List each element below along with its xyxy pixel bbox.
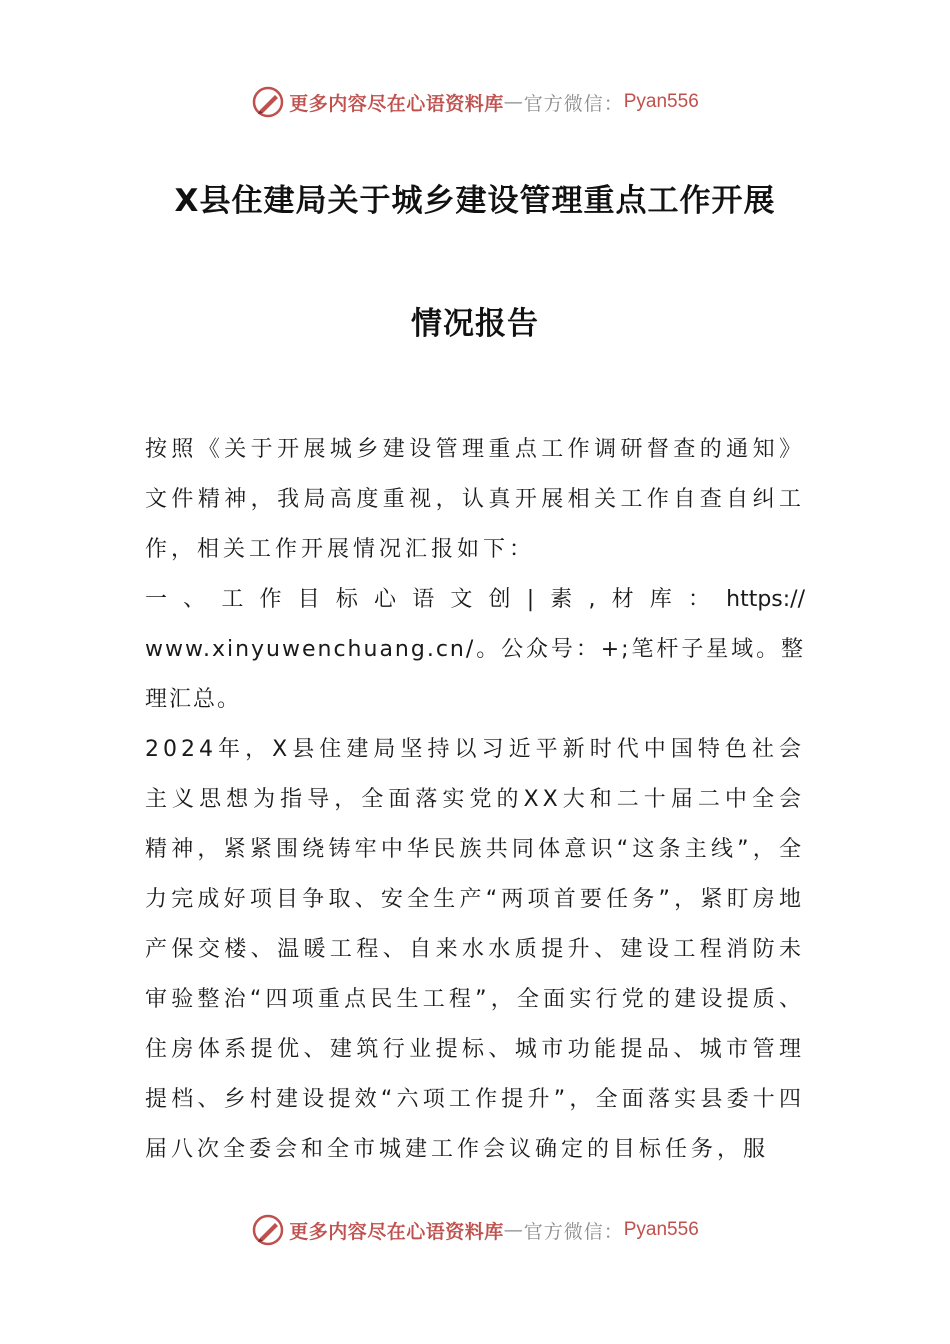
banner-site-text: 更多内容尽在心语资料库 — [289, 1220, 504, 1243]
heading-token: 语 — [412, 587, 435, 612]
heading-token: 、 — [183, 587, 206, 612]
heading-token: 心 — [374, 587, 397, 612]
document-title-line2: 情况报告 — [411, 306, 539, 342]
banner-official-text: 官方微信： — [523, 92, 624, 115]
document-body — [145, 425, 805, 1175]
intro-paragraph: 按照《关于开展城乡建设管理重点工作调研督查的通知》文件精神，我局高度重视，认真开展相关工作自查自纠工作，相关工作开展情况汇报如下： — [145, 437, 805, 562]
heading-token: 创 — [488, 587, 511, 612]
heading-token: | — [526, 587, 535, 612]
heading-token: 文 — [450, 587, 473, 612]
footer-banner — [0, 1210, 950, 1250]
body-paragraph: 2024年，X县住建局坚持以习近平新时代中国特色社会主义思想为指导，全面落实党的XX大和二十届二中全会精神，紧紧围绕铸牢中华民族共同体意识“这条主线”，全力完成好项目争取、安全生产“两项首要任务”，紧盯房地产保交楼、温暖工程、自来水水质提升、建设工程消防未审验整治“四项重点民生工程”，全面实行党的建设提质、住房体系提优、建筑行业提标、城市功能提品、城市管理提档、乡村建设提效“六项工作提升”，全面落实县委十四届八次全委会和全市城建工作会议确定的目标任务，服 — [145, 737, 805, 1162]
banner-site-text: 更多内容尽在心语资料库 — [289, 92, 504, 115]
banner-wechat-id: Pyan556 — [623, 1219, 699, 1240]
heading-url-start: https:// — [726, 587, 805, 612]
heading-token: , — [588, 587, 596, 612]
heading-token: 作 — [259, 587, 282, 612]
section-heading-line — [145, 575, 805, 625]
heading-token: ： — [687, 587, 710, 612]
header-banner — [0, 82, 950, 122]
heading-token: 工 — [221, 587, 244, 612]
banner-wechat-id: Pyan556 — [623, 91, 699, 112]
heading-token: 目 — [297, 587, 320, 612]
heading-token: 材 — [611, 587, 634, 612]
banner-separator: — — [503, 91, 524, 113]
heading-token: 库 — [649, 587, 672, 612]
banner-official-text: 官方微信： — [523, 1220, 624, 1243]
heading-token: 素 — [550, 587, 573, 612]
heading-token: 标 — [335, 587, 358, 612]
pen-logo-icon — [251, 1213, 285, 1247]
heading-token: 一 — [145, 587, 168, 612]
pen-logo-icon — [251, 85, 285, 119]
banner-separator: — — [503, 1219, 524, 1241]
heading-continuation: www.xinyuwenchuang.cn/。公众号：+;笔杆子星域。整理汇总。 — [145, 637, 805, 712]
document-title-line1: X县住建局关于城乡建设管理重点工作开展 — [174, 183, 776, 219]
